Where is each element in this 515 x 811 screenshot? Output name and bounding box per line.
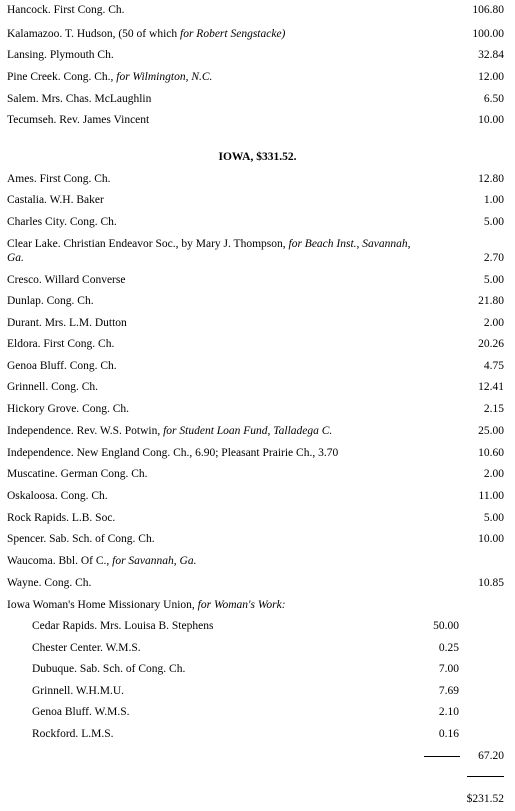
entry-amount: 5.00 (483, 512, 504, 524)
iowa-heading: IOWA, $331.52. (218, 151, 297, 163)
entry-amount: 11.00 (478, 490, 504, 502)
entry-donor: Bbl. Of C., (58, 555, 113, 567)
entry-amount: 12.00 (478, 71, 504, 83)
entry-amount: 50.00 (433, 620, 459, 632)
entry-donor: First Cong. Ch. (53, 4, 125, 16)
entry-amount: 100.00 (472, 28, 504, 40)
entry-description (7, 576, 91, 590)
entry-description (32, 641, 141, 655)
entry-donor: Mrs. Louisa B. Stephens (100, 620, 214, 632)
entry-amount: 5.00 (483, 216, 504, 228)
entry-description (7, 273, 125, 287)
entry-place: Oskaloosa. (7, 490, 61, 502)
entry-donor: T. Hudson, (50 of which (64, 28, 180, 40)
entry-amount: 12.80 (478, 173, 504, 185)
entry-place: Independence. (7, 447, 77, 459)
entry-donor: First Cong. Ch. (43, 338, 115, 350)
entry-amount: 0.16 (438, 728, 459, 740)
entry-place: Rock Rapids. (7, 512, 72, 524)
entry-amount: 12.41 (478, 381, 504, 393)
entry-donor: Rev. James Vincent (59, 114, 150, 126)
entry-description (7, 532, 155, 546)
entry-place: Cresco. (7, 274, 45, 286)
entry-description (7, 380, 98, 394)
entry-description (7, 172, 111, 186)
entry-place: Lansing. (7, 49, 50, 61)
entry-donor: Cong. Ch., (63, 71, 117, 83)
entry-donor: Sab. Sch. of Cong. Ch. (79, 663, 186, 675)
entry-place: Kalamazoo. (7, 28, 65, 40)
entry-place: Charles City. (7, 216, 70, 228)
entry-note: for Student Loan Fund, Talladega C. (163, 425, 333, 437)
entry-place: Durant. (7, 317, 45, 329)
entry-place: Tecumseh. (7, 114, 60, 126)
entry-place: Dubuque. (32, 663, 80, 675)
entry-place: Genoa Bluff. (7, 360, 70, 372)
entry-donor: Rev. W.S. Potwin, (76, 425, 164, 437)
entry-place: Cedar Rapids. (32, 620, 101, 632)
entry-amount: 20.26 (478, 338, 504, 350)
entry-description (7, 215, 117, 229)
entry-description (7, 316, 127, 330)
entry-donor: German Cong. Ch. (60, 468, 148, 480)
entry-amount: 7.69 (438, 685, 459, 697)
grand-total-rule (467, 776, 504, 777)
entry-description (32, 619, 213, 633)
entry-description (7, 193, 104, 207)
entry-amount: 0.25 (438, 642, 459, 654)
entry-amount: 21.80 (478, 295, 504, 307)
entry-amount: 6.50 (483, 93, 504, 105)
entry-amount: 1.00 (483, 194, 504, 206)
entry-amount: 2.00 (483, 468, 504, 480)
entry-place: Waucoma. (7, 555, 59, 567)
entry-donor: Plymouth Ch. (49, 49, 114, 61)
entry-description (7, 27, 285, 41)
entry-description (7, 337, 114, 351)
entry-donor: Christian Endeavor Soc., by Mary J. Thompson, (63, 238, 289, 250)
entry-amount: 2.15 (483, 403, 504, 415)
entry-description (7, 3, 125, 17)
entry-donor: Cong. Ch. (46, 295, 94, 307)
entry-donor: New England Cong. Ch., 6.90; Pleasant Prairie Ch., 3.70 (76, 447, 339, 459)
entry-amount: 7.00 (438, 663, 459, 675)
entry-place: Wayne. (7, 577, 45, 589)
union-note: for Woman's Work: (197, 599, 286, 611)
entry-description (7, 92, 151, 106)
entry-place: Pine Creek. (7, 71, 64, 83)
entry-description (32, 684, 124, 698)
entry-amount: 10.85 (478, 577, 504, 589)
entry-place: Dunlap. (7, 295, 47, 307)
entry-donor: L.B. Soc. (71, 512, 116, 524)
entry-amount: 106.80 (472, 4, 504, 16)
entry-place: Genoa Bluff. (32, 706, 95, 718)
entry-donor: Cong. Ch. (82, 403, 130, 415)
union-subtotal: 67.20 (478, 750, 504, 762)
entry-amount: 5.00 (483, 274, 504, 286)
entry-donor: Cong. Ch. (51, 381, 99, 393)
entry-amount: 25.00 (478, 425, 504, 437)
entry-description (7, 511, 115, 525)
entry-place: Grinnell. (7, 381, 52, 393)
grand-total: $231.52 (466, 793, 504, 805)
entry-note: for Wilmington, N.C. (116, 71, 213, 83)
entry-place: Salem. (7, 93, 42, 105)
entry-amount: 10.00 (478, 533, 504, 545)
entry-donor: Mrs. L.M. Dutton (44, 317, 127, 329)
entry-donor: Cong. Ch. (69, 360, 117, 372)
entry-description (7, 70, 212, 84)
entry-place: Chester Center. (32, 642, 106, 654)
entry-description (7, 489, 108, 503)
entry-description (7, 554, 196, 568)
subtotal-rule (424, 756, 460, 757)
entry-description (7, 424, 332, 438)
entry-donor: First Cong. Ch. (39, 173, 111, 185)
entry-description (32, 705, 130, 719)
entry-place: Clear Lake. (7, 238, 64, 250)
entry-donor: Mrs. Chas. McLaughlin (41, 93, 152, 105)
entry-place: Hickory Grove. (7, 403, 83, 415)
entry-place: Grinnell. (32, 685, 76, 697)
entry-donor: W.H.M.U. (75, 685, 125, 697)
entry-amount: 2.70 (483, 252, 504, 264)
entry-amount: 10.00 (478, 114, 504, 126)
entry-place: Rockford. (32, 728, 82, 740)
entry-description (7, 467, 148, 481)
entry-description (32, 727, 113, 741)
entry-place: Spencer. (7, 533, 50, 545)
entry-place: Eldora. (7, 338, 44, 350)
entry-description (7, 48, 114, 62)
entry-amount: 4.75 (483, 360, 504, 372)
entry-donor: Willard Converse (44, 274, 126, 286)
entry-note: for Savannah, Ga. (112, 555, 197, 567)
entry-amount: 2.00 (483, 317, 504, 329)
entry-donor: W.M.S. (105, 642, 141, 654)
entry-description (7, 113, 149, 127)
entry-place: Independence. (7, 425, 77, 437)
entry-donor: L.M.S. (81, 728, 114, 740)
entry-amount: 10.60 (478, 447, 504, 459)
entry-description (7, 359, 117, 373)
entry-note: for Beach Inst., Savannah, Ga. (7, 238, 411, 264)
entry-description (7, 446, 338, 460)
entry-donor: Cong. Ch. (60, 490, 108, 502)
entry-donor: Cong. Ch. (69, 216, 117, 228)
entry-amount: 32.84 (478, 49, 504, 61)
entry-place: Hancock. (7, 4, 54, 16)
entry-place: Muscatine. (7, 468, 61, 480)
union-description (7, 598, 286, 612)
entry-place: Castalia. (7, 194, 50, 206)
entry-place: Ames. (7, 173, 40, 185)
entry-donor: W.H. Baker (49, 194, 104, 206)
entry-description (32, 662, 185, 676)
entry-donor: Sab. Sch. of Cong. Ch. (49, 533, 155, 545)
list-item (7, 237, 504, 265)
entry-amount: 2.10 (438, 706, 459, 718)
entry-description (7, 294, 94, 308)
entry-note: for Robert Sengstacke) (180, 28, 286, 40)
union-name: Iowa Woman's Home Missionary Union, (7, 599, 198, 611)
entry-donor: Cong. Ch. (44, 577, 92, 589)
entry-donor: W.M.S. (94, 706, 130, 718)
entry-description (7, 402, 129, 416)
entry-description (7, 237, 427, 265)
